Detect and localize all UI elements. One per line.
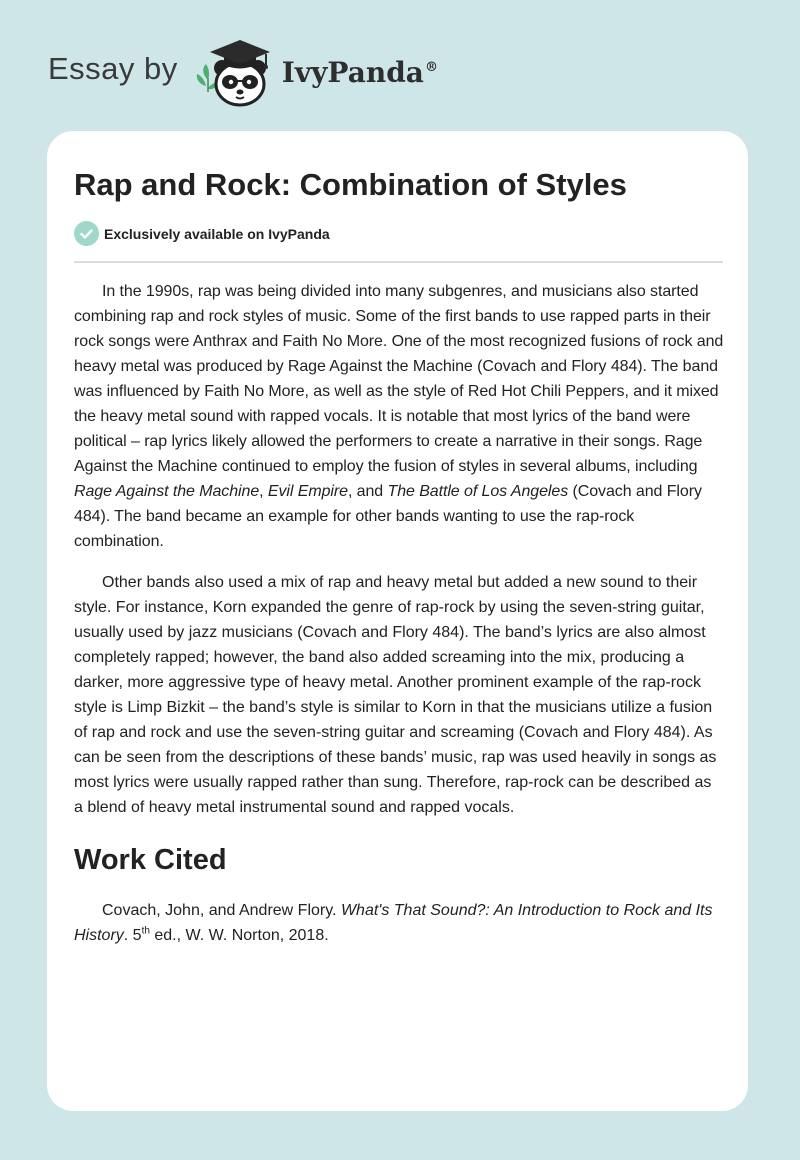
page-title: Rap and Rock: Combination of Styles [74,167,627,202]
exclusive-badge [74,221,330,246]
paragraph-text: , [259,483,268,500]
check-circle-icon [74,221,99,246]
brand-prefix: Essay by [48,51,178,86]
essay-paragraph: Other bands also used a mix of rap and heavy metal but added a new sound to their style. For instance, Korn expanded the genre of rap-rock by using the seven-string guitar, usually used by jazz musicians (Covach and Flory 484). The band’s lyrics are also almost completely rapped; however, the band also added screaming into the mix, producing a darker, more aggressive type of heavy metal. Another prominent example of the rap-rock style is Limp Bizkit – the band’s style is similar to Korn in that the musicians utilize a fusion of rap and rock and use the seven-string guitar and screaming (Covach and Flory 484). As can be seen from the descriptions of these bands’ music, rap was used heavily in songs as most lyrics were usually rapped rather than sung. Therefore, rap-rock can be described as a blend of heavy metal instrumental sound and rapped vocals. [74,574,717,816]
paragraph-text: , and [347,483,388,500]
site-header [48,34,438,110]
works-cited-heading: Work Cited [74,844,227,876]
panda-graduate-logo-icon[interactable] [192,34,280,110]
album-title: The Battle of Los Angeles [387,483,569,500]
album-title: Evil Empire [267,483,348,500]
essay-card [47,131,748,1111]
divider [74,261,723,263]
citation-edition-suffix: th [141,925,150,937]
citation-authors: Covach, John, and Andrew Flory. [102,902,341,919]
paragraph-text: (Covach and Flory 484). The band became an example for other bands wanting to use the rap-rock combination. [74,483,702,550]
citation-book-title: What's That Sound?: An Introduction to Rock and Its History [74,902,713,944]
paragraph-text: In the 1990s, rap was being divided into many subgenres, and musicians also started combining rap and rock styles of music. Some of the first bands to use rapped parts in their rock songs were Anthrax and Faith No More. One of the most recognized fusions of rock and heavy metal was produced by Rage Against the Machine (Covach and Flory 484). The band was influenced by Faith No More, as well as the style of Red Hot Chili Peppers, and it mixed the heavy metal sound with rapped vocals. It is notable that most lyrics of the band were political – rap lyrics likely allowed the performers to create a narrative in their songs. Rage Against the Machine continued to employ the fusion of styles in several albums, including [74,283,724,475]
essay-paragraph [74,279,724,554]
album-title: Rage Against the Machine [74,483,260,500]
exclusive-badge-text: Exclusively available on IvyPanda [104,225,330,242]
brand-name[interactable] [282,56,438,89]
brand-name-text: IvyPanda [281,55,424,89]
citation-publisher: ed., W. W. Norton, 2018. [149,927,329,944]
citation-entry [74,898,724,948]
essay-body [74,279,724,948]
citation-edition: . 5 [123,927,142,944]
registered-mark: ® [424,60,438,76]
